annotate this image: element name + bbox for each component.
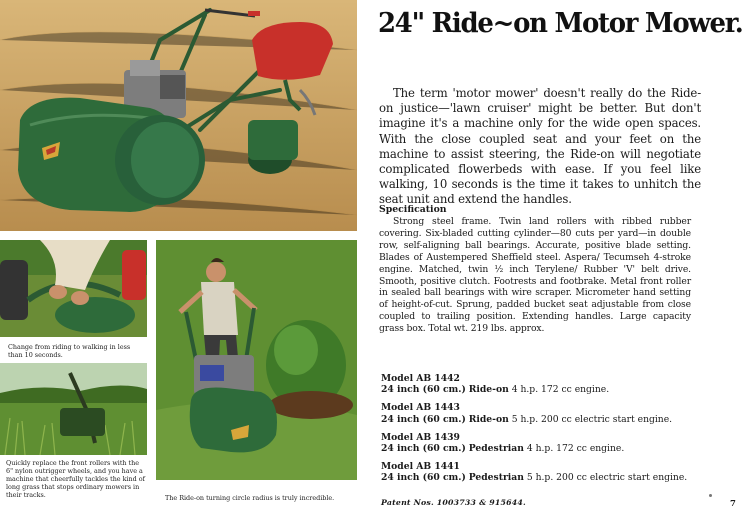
specification-heading: Specification — [379, 204, 447, 215]
specification-body: Strong steel frame. Twin land rollers with ribbed rubber covering. Six-bladed cutting cylinder—80 cuts per yard—in double row, self-aligning ball bearings. Accurate, positive blade setting. Blades of Austempered Sheffield steel. Aspera/ Tecumseh 4-stroke engine. Matched, twin ½ inch Terylene/ Rubber 'V' belt drive. Smooth, positive clutch. Footrests and footbrake. Metal front roller in sealed ball bearings with wire scraper. Micrometer hand setting of height-of-cut. Sprung, padded bucket seat adjustable from close coupled to trailing position. Extending handles. Large capacity grass box. Total wt. 219 lbs. approx. — [379, 216, 691, 335]
decorative-dot — [709, 494, 712, 497]
model-entry — [381, 402, 711, 425]
model-name: Model AB 1442 — [381, 373, 460, 384]
turning-circle-image — [156, 240, 357, 480]
model-entry — [381, 373, 711, 396]
model-type: Pedestrian — [468, 472, 524, 484]
model-type: Pedestrian — [468, 443, 524, 455]
ride-on-mower-image — [0, 0, 357, 231]
model-size: 24 inch (60 cm.) — [381, 443, 466, 455]
change-rider-caption: Change from riding to walking in less than 10 seconds. — [8, 343, 131, 359]
turning-circle-photo — [156, 240, 357, 480]
turning-circle-caption: The Ride-on turning circle radius is truly incredible. — [165, 494, 335, 502]
main-mower-photo — [0, 0, 357, 231]
model-size: 24 inch (60 cm.) — [381, 413, 466, 425]
model-engine: 4 h.p. 172 cc engine. — [526, 443, 625, 455]
model-name: Model AB 1441 — [381, 460, 460, 472]
model-entry — [381, 432, 711, 455]
page-number: 7 — [730, 499, 736, 509]
model-name: Model AB 1439 — [381, 431, 460, 443]
intro-paragraph: The term 'motor mower' doesn't really do the Ride-on justice—'lawn cruiser' might be better. But don't imagine it's a machine only for the wide open spaces. With the close coupled seat and your feet on the machine to assist steering, the Ride-on will negotiate complicated flowerbeds with ease. If you feel like walking, 10 seconds is the time it takes to unhitch the seat unit and extend the handles. — [379, 86, 701, 207]
model-type: Ride-on — [468, 413, 509, 425]
unhitch-seat-photo — [0, 240, 147, 337]
page-title: 24" Ride~on Motor Mower. — [378, 8, 743, 39]
model-list — [381, 373, 711, 490]
long-grass-photo — [0, 363, 147, 455]
model-size: 24 inch (60 cm.) — [381, 472, 466, 484]
model-name: Model AB 1443 — [381, 402, 460, 414]
model-engine: 5 h.p. 200 cc electric start engine. — [526, 472, 688, 484]
patent-numbers: Patent Nos. 1003733 & 915644. — [381, 498, 526, 507]
model-type: Ride-on — [468, 384, 509, 396]
model-entry — [381, 461, 711, 484]
unhitch-seat-image — [0, 240, 147, 337]
model-engine: 4 h.p. 172 cc engine. — [511, 384, 610, 396]
outrigger-wheels-caption: Quickly replace the front rollers with the 6" nylon outrigger wheels, and you have a machine that cheerfully tackles the kind of long grass that stops ordinary mowers in their tracks. — [6, 459, 145, 499]
model-size: 24 inch (60 cm.) — [381, 384, 466, 396]
model-engine: 5 h.p. 200 cc electric start engine. — [511, 413, 673, 425]
long-grass-image — [0, 363, 147, 455]
